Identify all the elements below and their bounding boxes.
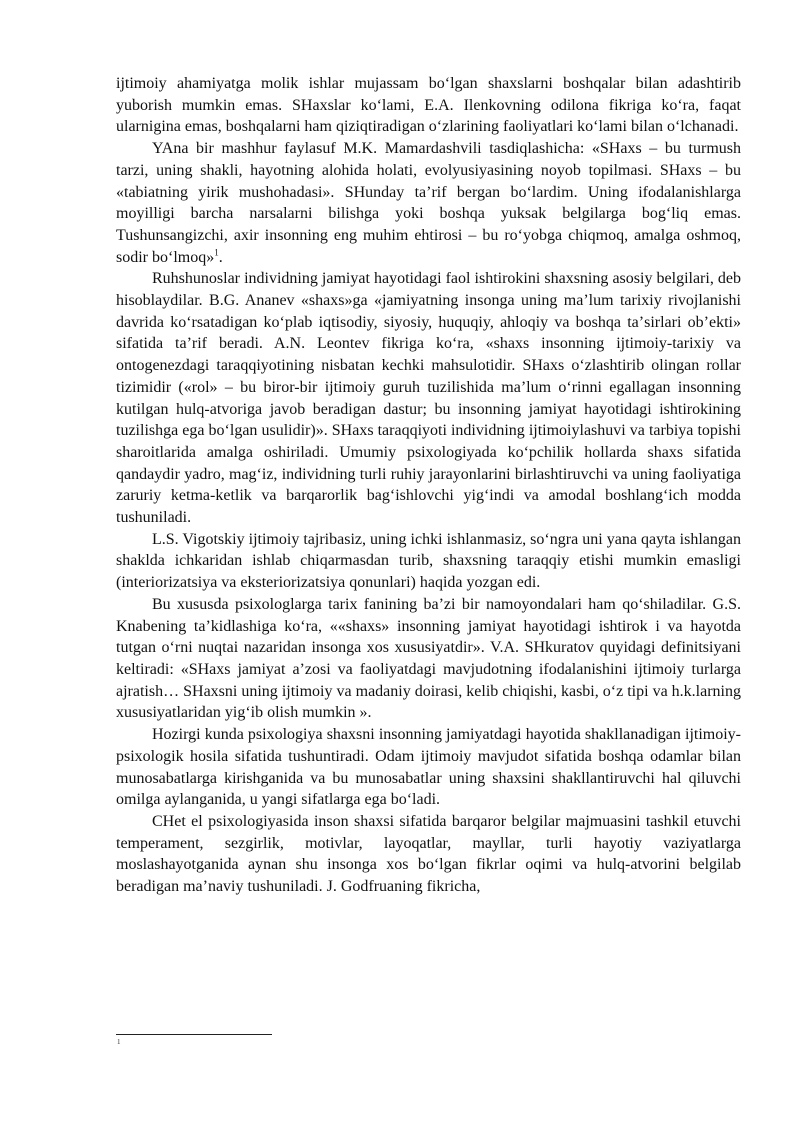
document-body — [116, 73, 741, 898]
footnote-reference[interactable]: 1 — [214, 247, 219, 258]
paragraph-2-text: YAna bir mashhur faylasuf M.K. Mamardashvili tasdiqlashicha: «SHaxs – bu turmush tarzi, uning shakli, hayotning alohida holati, evolyusiyasining noyob topilmasi. SHaxs – bu «tabiatning yirik mushohadasi». SHunday taʼrif bergan boʻlardim. Uning ifodalanishlarga moyilligi barcha narsalarni bilishga yoki boshqa yuksak belgilarga bogʻliq emas. Tushunsangizchi, axir insonning eng muhim ehtirosi – bu roʻyobga chiqmoq, amalga oshmoq, sodir boʻlmoq» — [116, 140, 741, 266]
paragraph-4: L.S. Vigotskiy ijtimoiy tajribasiz, uning ichki ishlanmasiz, soʻngra uni yana qayta ishlangan shaklda ichkaridan ishlab chiqarmasdan turib, shaxsning taraqqiy etishi mumkin emasligi (interiorizatsiya va eksteriorizatsiya qonunlari) haqida yozgan edi. — [116, 530, 741, 592]
paragraph-7: CHet el psixologiyasida inson shaxsi sifatida barqaror belgilar majmuasini tashkil etuvchi temperament, sezgirlik, motivlar, layoqatlar, mayllar, turli hayotiy vaziyatlarga moslashayotganida aynan shu insonga xos boʻlgan fikrlar oqimi va hulq-atvorini belgilab beradigan maʼnaviy tushuniladi. J. Godfruaning fikricha, — [116, 812, 741, 896]
footnote-separator — [116, 1034, 272, 1035]
paragraph-5: Bu xususda psixologlarga tarix fanining baʼzi bir namoyondalari ham qoʻshiladilar. G.S. Knabening taʼkidlashiga koʻra, ««shaxs» insonning jamiyat hayotidagi ishtirok i va hayotda tutgan oʻrni nuqtai nazaridan insonga xos xususiyatdir». V.A. SHkuratov quyidagi definitsiyani keltiradi: «SHaxs jamiyat aʼzosi va faoliyatdagi mavjudotning ifodalanishini ijtimoiy turlarga ajratish… SHaxsni uning ijtimoiy va madaniy doirasi, kelib chiqishi, kasbi, oʻz tipi va h.k.larning xususiyatlaridan yigʻib olish mumkin ». — [116, 595, 741, 722]
paragraph-6: Hozirgi kunda psixologiya shaxsni insonning jamiyatdagi hayotida shakllanadigan ijtimoiy-psixologik hosila sifatida tushuntiradi. Odam ijtimoiy mavjudot sifatida boshqa odamlar bilan munosabatlarga kirishganida va bu munosabatlar uning shaxsini shakllantiruvchi hal qiluvchi omilga aylanganida, u yangi sifatlarga ega boʻladi. — [116, 726, 741, 809]
footnote-marker: 1 — [117, 1038, 121, 1046]
paragraph-2 — [116, 138, 741, 268]
paragraph-1: ijtimoiy ahamiyatga molik ishlar mujassam boʻlgan shaxslarni boshqalar bilan adashtirib yuborish mumkin emas. SHaxslar koʻlami, E.A. Ilenkovning odilona fikriga koʻra, faqat ularnigina emas, boshqalarni ham qiziqtiradigan oʻzlarining faoliyatlari koʻlami bilan oʻlchanadi. — [116, 75, 741, 136]
paragraph-2-end: . — [218, 248, 223, 266]
paragraph-3: Ruhshunoslar individning jamiyat hayotidagi faol ishtirokini shaxsning asosiy belgilari, deb hisoblaydilar. B.G. Ananev «shaxs»ga «jamiyatning insonga uning maʼlum tarixiy rivojlanishi davrida koʻrsatadigan koʻplab iqtisodiy, siyosiy, huquqiy, ahloqiy va boshqa taʼsirlari obʼekti» sifatida taʼrif beradi. A.N. Leontev fikriga koʻra, «shaxs insonning ijtimoiy-tarixiy va ontogenezdagi taraqqiyotining nisbatan kechki mahsulotidir. SHaxs oʻzlashtirib olingan rollar tizimidir («rol» – bu biror-bir ijtimoiy guruh tuzilishida maʼlum oʻrinni egallagan insonning kutilgan hulq-atvoriga javob beradigan dastur; bu insonning jamiyat hayotidagi ishtirokining tuzilishga ega boʻlgan usulidir)». SHaxs taraqqiyoti individning ijtimoiylashuvi va tarbiya topishi sharoitlarida amalga oshiriladi. Umumiy psixologiyada koʻpchilik hollarda shaxs sifatida qandaydir yadro, magʻiz, individning turli ruhiy jarayonlarini birlashtiruvchi va uning faoliyatiga zaruriy ketma-ketlik va barqarorlik bagʻishlovchi yigʻindi va amodal boshlangʻich modda tushuniladi. — [116, 270, 741, 527]
